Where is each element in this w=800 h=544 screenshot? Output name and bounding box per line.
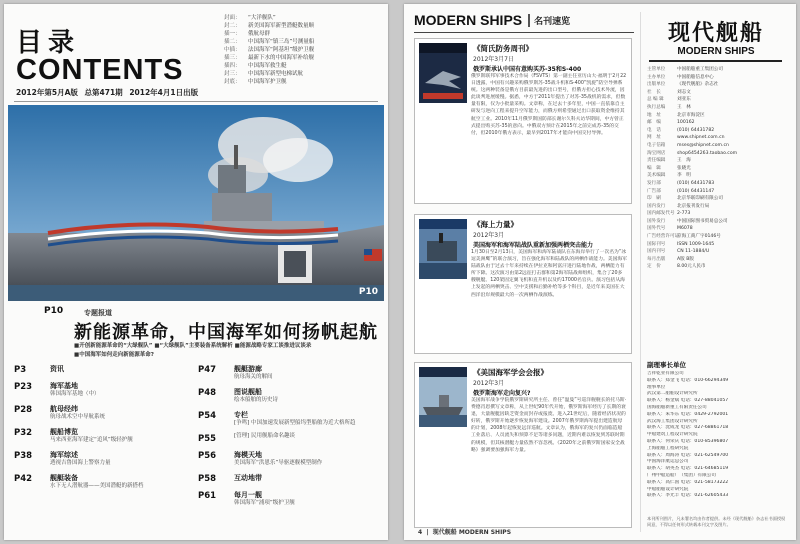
sponsor-row: 武汉海工集团设计研究所 bbox=[647, 418, 698, 424]
masthead-row bbox=[647, 134, 789, 142]
feature-headline[interactable]: 新能源革命，中国海军如何扬帆起航 bbox=[74, 322, 378, 343]
article-body: 美国海军战争学院俄罗斯研究所主任、曾任“温曼”号巡洋舰舰长的托马斯·费德肖恩撰写文章称，从上世纪90年代开始，俄罗斯海军经历了长期的衰退，大量舰艇因缺乏资金而封存或报废。进入21世纪后，随着经济状况的好转，俄罗斯开始逐步恢复海军建设。2007年俄罗斯海军提出建造航母的计划，2008年起恢复远洋巡航。文章认为，俄海军的复兴仍面临造船工业落后、人员流失和预算不足等诸多问题，近期内难以恢复到苏联时期的规模，但其核潜艇力量依然不容忽视。《2020年之前俄罗斯国家安全战略》强调要加强海军力量。 bbox=[471, 398, 627, 453]
toc-desc: [管理] 民用舰船命名趣谈 bbox=[234, 433, 296, 439]
toc-section: 航母经纬 bbox=[50, 405, 78, 413]
sponsor-row: 联系人：朱华东 电话：0429-2792001 bbox=[647, 411, 729, 417]
masthead-value: shop6454263.taobao.com bbox=[677, 150, 738, 156]
masthead-row bbox=[647, 81, 789, 89]
cover-list-item bbox=[224, 46, 379, 54]
masthead-key: 责任编辑 bbox=[647, 158, 666, 164]
masthead-key: 国内刊号 bbox=[647, 249, 666, 255]
masthead-row bbox=[647, 119, 789, 127]
cover-pos: 插三： bbox=[224, 55, 241, 61]
masthead-row bbox=[647, 112, 789, 120]
sponsor-row: 理事单位 bbox=[647, 384, 666, 390]
toc-section: 舰船博览 bbox=[50, 428, 78, 436]
masthead-row bbox=[647, 210, 789, 218]
masthead-key: 编 辑 bbox=[647, 165, 661, 171]
toc-desc: 航母战术空中导航系统 bbox=[50, 414, 106, 420]
toc-page: P38 bbox=[14, 451, 33, 461]
sponsor-row: 中船建筑工程设计研究院 bbox=[647, 432, 698, 438]
masthead-value: (010) 64431782 bbox=[677, 127, 715, 133]
cover-text: 中国海军“镇三岛”号测量船 bbox=[248, 39, 315, 45]
toc-entry[interactable] bbox=[14, 450, 194, 467]
toc-page: P54 bbox=[198, 411, 217, 421]
cover-text: 中国海军救生艇 bbox=[248, 63, 287, 69]
toc-page: P47 bbox=[198, 365, 217, 375]
toc-section: 资讯 bbox=[50, 365, 64, 373]
toc-page: P58 bbox=[198, 474, 217, 484]
sponsor-row: 吉祥乾业有限公司 bbox=[647, 371, 684, 376]
masthead-value: 中国船舶重工集团公司 bbox=[677, 67, 723, 72]
cover-text: 最新下水的中国海军补给舰 bbox=[248, 55, 315, 61]
page-number: 4 bbox=[418, 529, 423, 536]
article-date: 2012年3月 bbox=[473, 232, 505, 239]
masthead-value: 王 海 bbox=[677, 158, 691, 164]
masthead-value: www.shipnet.com.cn bbox=[677, 135, 725, 141]
article-headline: 俄罗斯海军走向复兴? bbox=[473, 390, 531, 397]
cover-list-item bbox=[224, 38, 379, 46]
article-source: 《简氏防务周刊》 bbox=[473, 44, 533, 53]
masthead-key: 定 价 bbox=[647, 264, 661, 270]
article-card[interactable] bbox=[414, 362, 632, 528]
masthead-value: 中国国际图书贸易总公司 bbox=[677, 218, 728, 224]
sponsor-row: 联系人：沈成龙 电话：027-68861718 bbox=[647, 425, 729, 431]
masthead-key: 国内邮发代号 bbox=[647, 211, 675, 217]
masthead-key: 国外发行 bbox=[647, 218, 666, 224]
cover-list-item bbox=[224, 78, 379, 86]
toc-page: P23 bbox=[14, 382, 33, 392]
sponsor-row: 国海船舶新重工有限责任公司 bbox=[647, 404, 707, 410]
toc-desc: 马来西亚海军建定“追风”级轻护舰 bbox=[50, 437, 133, 443]
article-date: 2012年3月 bbox=[473, 380, 505, 387]
masthead-row bbox=[647, 96, 789, 104]
toc-section: 舰艇游廊 bbox=[234, 365, 262, 373]
cover-list-item bbox=[224, 54, 379, 62]
feature-story bbox=[12, 304, 380, 362]
cover-pos: 封面： bbox=[224, 15, 241, 21]
magazine-cover-thumbnail bbox=[419, 219, 467, 279]
toc-entry[interactable] bbox=[198, 473, 378, 484]
masthead-value: M6078 bbox=[677, 226, 693, 232]
toc-entry[interactable] bbox=[198, 410, 378, 427]
cover-text: “大洋舰队” bbox=[248, 15, 276, 21]
toc-section: 图说舰船 bbox=[234, 388, 262, 396]
toc-entry[interactable] bbox=[14, 364, 194, 375]
carrier-illustration bbox=[8, 105, 384, 301]
magazine-logo: MODERN SHIPS bbox=[414, 12, 523, 28]
cover-photo-carrier bbox=[8, 105, 384, 301]
left-page bbox=[4, 4, 388, 540]
toc-desc: [争鸣] 中国加速发展新型船坞型船舶为近大格所趋 bbox=[234, 420, 356, 426]
masthead-row bbox=[647, 157, 789, 165]
cover-pos: 插二： bbox=[224, 39, 241, 45]
masthead-key: 总 编 辑 bbox=[647, 97, 664, 103]
toc-desc: 水下无人潜航器——美国潜艇的新搭档 bbox=[50, 483, 144, 489]
sponsor-row: 联系人：何荣庆 电话：010-85396807 bbox=[647, 438, 729, 444]
article-card[interactable] bbox=[414, 38, 632, 204]
toc-section: 舰艇装备 bbox=[50, 474, 78, 482]
sponsor-row: 上海船舶工程研究院 bbox=[647, 445, 689, 451]
masthead-key: 广告经营许可证 bbox=[647, 234, 680, 240]
cover-pos: 中插： bbox=[224, 47, 241, 53]
section-title: 名刊速览 bbox=[528, 14, 570, 27]
masthead-value: mses@shipnet.com.cn bbox=[677, 142, 729, 148]
cover-pos: 封二： bbox=[224, 23, 241, 29]
masthead bbox=[640, 12, 790, 532]
masthead-value: 《现代舰船》杂志社 bbox=[677, 82, 719, 88]
masthead-title-en: MODERN SHIPS bbox=[677, 46, 755, 57]
magazine-cover-thumbnail bbox=[419, 367, 467, 427]
article-body: 1月30日至2月13日，美国海军和海军陆战队在东海岸举行了一次名为“冰逗美洲鹰”的联合演习，旨在强化海军和陆战队的两栖作战能力。美国海军陆战队由于过去十年来持续在伊拉克和阿富汗进行陆地作战，两栖能力有所下降。这次演习由第2远征打击群和第2海军陆战师组织，集合了20多艘舰艇、120架固定翼飞机和直升机以及约17000名官兵。演习包括从海上发起的两栖突击、空中支援和后勤补给等多个科目，是近年来美国在大西洋沿岸规模最大的一次两栖作战演练。 bbox=[471, 250, 627, 298]
article-headline: 美国海军和海军陆战队重新加强两栖突击能力 bbox=[473, 242, 594, 249]
sponsor-row: 联系人：杨金斌 电话：027-88041057 bbox=[647, 398, 729, 404]
article-date: 2012年3月7日 bbox=[473, 56, 514, 63]
masthead-value: 刘亚东 bbox=[677, 97, 691, 103]
masthead-key: 地 址 bbox=[647, 112, 661, 118]
toc-section: 海模天地 bbox=[234, 451, 262, 459]
masthead-row bbox=[647, 218, 789, 226]
divider bbox=[414, 32, 634, 33]
masthead-value: (010) 64431147 bbox=[677, 188, 715, 194]
page-footer: 4 | 现代舰船 MODERN SHIPS bbox=[418, 529, 512, 536]
cover-pos: 插四： bbox=[224, 63, 241, 69]
issue-edition: 2012年第5月A版 bbox=[16, 88, 78, 97]
masthead-row bbox=[647, 195, 789, 203]
masthead-row bbox=[647, 66, 789, 74]
article-source: 《海上力量》 bbox=[473, 220, 518, 229]
masthead-value: 京海工商广字0146号 bbox=[677, 234, 721, 240]
masthead-row bbox=[647, 142, 789, 150]
feature-column: 专题报道 bbox=[84, 309, 112, 317]
toc-column-right bbox=[198, 364, 378, 513]
masthead-value: ISSN 1009-1645 bbox=[677, 241, 715, 247]
toc-section: 海军基地 bbox=[50, 382, 78, 390]
masthead-value: 张晓光 bbox=[677, 165, 691, 171]
cover-pos: 封三： bbox=[224, 71, 241, 77]
masthead-row bbox=[647, 172, 789, 180]
toc-page: P3 bbox=[14, 365, 27, 375]
masthead-key: 每月出版 bbox=[647, 256, 666, 262]
masthead-value: 李 明 bbox=[677, 173, 691, 179]
contents-title-en: CONTENTS bbox=[16, 54, 184, 86]
masthead-value: 100162 bbox=[677, 120, 695, 126]
masthead-key: 淘宝网店 bbox=[647, 150, 666, 156]
cover-list-item bbox=[224, 14, 379, 22]
toc-section: 海军综述 bbox=[50, 451, 78, 459]
magazine-cover-thumbnail bbox=[419, 43, 467, 103]
cover-pos: 封底： bbox=[224, 79, 241, 85]
toc-entry[interactable] bbox=[198, 364, 378, 381]
toc-page: P61 bbox=[198, 491, 217, 501]
article-card[interactable] bbox=[414, 214, 632, 354]
masthead-value: CN 11-1884/U bbox=[677, 249, 710, 255]
divider bbox=[649, 60, 782, 62]
toc-desc: 绘本船舶的历史诗 bbox=[234, 397, 279, 403]
sponsor-row: 联系人：胡英杰 电话：021-64685119 bbox=[647, 466, 729, 472]
right-page bbox=[404, 4, 796, 540]
masthead-row bbox=[647, 188, 789, 196]
masthead-key: 印 刷 bbox=[647, 196, 661, 202]
cover-list-item bbox=[224, 62, 379, 70]
cover-pos: 插一： bbox=[224, 31, 241, 37]
toc-page: P48 bbox=[198, 388, 217, 398]
masthead-value: 北京华联印刷有限公司 bbox=[677, 196, 723, 202]
sponsor-row: 联系人：李光丰 电话：021-62605433 bbox=[647, 493, 729, 499]
toc-entry[interactable] bbox=[14, 404, 194, 421]
photo-page-tag: P10 bbox=[358, 287, 378, 297]
masthead-key: 电 话 bbox=[647, 127, 661, 133]
masthead-value: 王 林 bbox=[677, 104, 691, 110]
issue-info bbox=[16, 87, 202, 98]
masthead-info bbox=[647, 66, 789, 271]
article-body: 俄罗斯联邦军事技术合作局（FSVTS）第一副主任亚历山大·福明于2月22日透露，中国有兴趣采购俄罗斯苏-35战斗机和S-400“凯旋”防空导弹系统。这两种装备是俄方目前最先进的出口型号，但俄方担心技术外流，因此谈判进展缓慢。据悉，中方于2011年提出了对苏-35战机的需求，但数量有限，仅为小批量采购。文章称，在过去十多年里，中国一直依靠自主研发与逆向工程来提升空军能力，而俄方则希望通过出口获取资金维持其航空工业。2010年11月俄罗斯国防部长谢尔久科夫访华期间，中方曾正式提出购买苏-35的意向。中俄双方预计在2015年之前完成苏-35的交付，但2010年俄方表示，最早到2017年才能向中国交付导弹。 bbox=[471, 74, 627, 136]
toc-page: P55 bbox=[198, 434, 217, 444]
toc-section: 专栏 bbox=[234, 411, 248, 419]
sponsor-title: 副理事长单位 bbox=[647, 361, 686, 369]
masthead-row bbox=[647, 233, 789, 241]
masthead-value: (010) 64431783 bbox=[677, 180, 715, 186]
toc-entry[interactable] bbox=[198, 387, 378, 404]
masthead-value: 北京市海淀区 bbox=[677, 112, 705, 118]
toc-entry[interactable] bbox=[198, 490, 378, 507]
masthead-key: 国际刊号 bbox=[647, 241, 666, 247]
masthead-row bbox=[647, 225, 789, 233]
toc-desc: 韩国海军基地（中） bbox=[50, 391, 100, 397]
cover-list bbox=[224, 14, 379, 86]
masthead-key: 出版单位 bbox=[647, 82, 666, 88]
sponsor-row: 联系人：高仁国 电话：021-58173222 bbox=[647, 479, 729, 485]
toc-column-left bbox=[14, 364, 194, 496]
toc-desc: 美国海军“洪恩乐”导驱逐舰模型制作 bbox=[234, 460, 323, 466]
feature-subtopics: ■开创新能源革命的“大绿舰队” ■“大绿舰队”主要装备系统解析 ■能源战略专家工谈推进议谈录 bbox=[74, 343, 312, 349]
cover-text: 法国海军“阿基坦”级护卫舰 bbox=[248, 47, 315, 53]
toc-desc: 透视吉鲁国海上警察力量 bbox=[50, 460, 111, 466]
masthead-row bbox=[647, 248, 789, 256]
toc-entry[interactable] bbox=[198, 433, 378, 444]
footer-title: 现代舰船 MODERN SHIPS bbox=[432, 529, 512, 536]
cover-list-item bbox=[224, 70, 379, 78]
toc-page: P32 bbox=[14, 428, 33, 438]
masthead-row bbox=[647, 74, 789, 82]
cover-text: 中国海军新型电梯试航 bbox=[248, 71, 304, 77]
masthead-value: 2-773 bbox=[677, 211, 691, 217]
masthead-key: 网 址 bbox=[647, 135, 661, 141]
sponsor-row: 广州中船造船厂（集团）有限公司 bbox=[647, 472, 716, 478]
cover-list-item bbox=[224, 22, 379, 30]
issue-date: 2012年4月1日出版 bbox=[129, 88, 199, 97]
feature-page: P10 bbox=[44, 306, 64, 316]
masthead-row bbox=[647, 165, 789, 173]
masthead-row bbox=[647, 256, 789, 264]
sponsor-row: 武汉第二船舶设计研究所 bbox=[647, 391, 698, 397]
masthead-row bbox=[647, 150, 789, 158]
cover-text: 中国海军护卫舰 bbox=[248, 79, 287, 85]
masthead-key: 执行总编 bbox=[647, 104, 666, 110]
toc-section: 每月一舰 bbox=[234, 491, 262, 499]
masthead-value: A版 B版 bbox=[677, 256, 694, 262]
sponsor-row: 联系人：周海涛 电话：021-62549700 bbox=[647, 452, 729, 458]
feature-subtopics-2: ■中国海军如何走向新能源革命? bbox=[74, 352, 154, 358]
masthead-key: 电子信箱 bbox=[647, 142, 666, 148]
toc-entry[interactable] bbox=[14, 427, 194, 444]
sponsor-row: 中国海洋航运总公司 bbox=[647, 459, 689, 465]
divider bbox=[14, 101, 378, 102]
masthead-value: 北京报刊发行局 bbox=[677, 203, 710, 209]
toc-section: 互动地带 bbox=[234, 474, 262, 482]
masthead-row bbox=[647, 127, 789, 135]
masthead-value: 中国船舶信息中心 bbox=[677, 74, 714, 80]
sponsor-row: 中船船舶设计研究院 bbox=[647, 486, 689, 492]
masthead-row bbox=[647, 89, 789, 97]
masthead-key: 广告部 bbox=[647, 188, 661, 194]
masthead-key: 邮 编 bbox=[647, 120, 661, 126]
contents-title-cn: 目录 bbox=[16, 28, 81, 58]
toc-page: P56 bbox=[198, 451, 217, 461]
masthead-key: 国内发行 bbox=[647, 203, 666, 209]
masthead-key: 美术编辑 bbox=[647, 173, 666, 179]
masthead-key: 社 长 bbox=[647, 89, 661, 95]
masthead-key: 主管单位 bbox=[647, 67, 666, 72]
masthead-value: 8.00元人民币 bbox=[677, 264, 706, 270]
copyright-note: 本刊所刊图片，凡未署名均由作者提供。未经《现代舰船》杂志社书面授权同意，不得以任何形式转载本刊文字及图片。 bbox=[647, 516, 786, 527]
masthead-row bbox=[647, 241, 789, 249]
toc-desc: 航母海关的解间 bbox=[234, 374, 273, 380]
cover-text: 新美国海军新型潜艇数量顺 bbox=[248, 23, 315, 29]
masthead-row bbox=[647, 203, 789, 211]
masthead-key: 国外代号 bbox=[647, 226, 666, 232]
toc-page: P28 bbox=[14, 405, 33, 415]
masthead-key: 发行部 bbox=[647, 180, 661, 186]
sponsor-list bbox=[647, 360, 789, 500]
issue-number: 总第471期 bbox=[84, 88, 123, 97]
toc-entry[interactable] bbox=[14, 473, 194, 490]
masthead-row bbox=[647, 180, 789, 188]
right-page-header bbox=[414, 12, 570, 28]
toc-entry[interactable] bbox=[198, 450, 378, 467]
masthead-row bbox=[647, 104, 789, 112]
cover-text: 俄航母群 bbox=[248, 31, 271, 37]
toc-page: P42 bbox=[14, 474, 33, 484]
toc-desc: 韩国海军“浦项”级护卫舰 bbox=[234, 500, 295, 506]
masthead-row bbox=[647, 263, 789, 271]
toc-entry[interactable] bbox=[14, 381, 194, 398]
masthead-title-cn: 现代舰船 bbox=[667, 20, 764, 46]
article-headline: 俄罗斯承认中国有意购买苏-35和S-400 bbox=[473, 66, 582, 73]
sponsor-row: 联系人：郑金飞 电话：010-66294349 bbox=[647, 377, 729, 383]
masthead-key: 主办单位 bbox=[647, 74, 666, 80]
cover-list-item bbox=[224, 30, 379, 38]
article-source: 《美国海军学会会报》 bbox=[473, 368, 548, 377]
masthead-value: 刘志文 bbox=[677, 89, 691, 95]
